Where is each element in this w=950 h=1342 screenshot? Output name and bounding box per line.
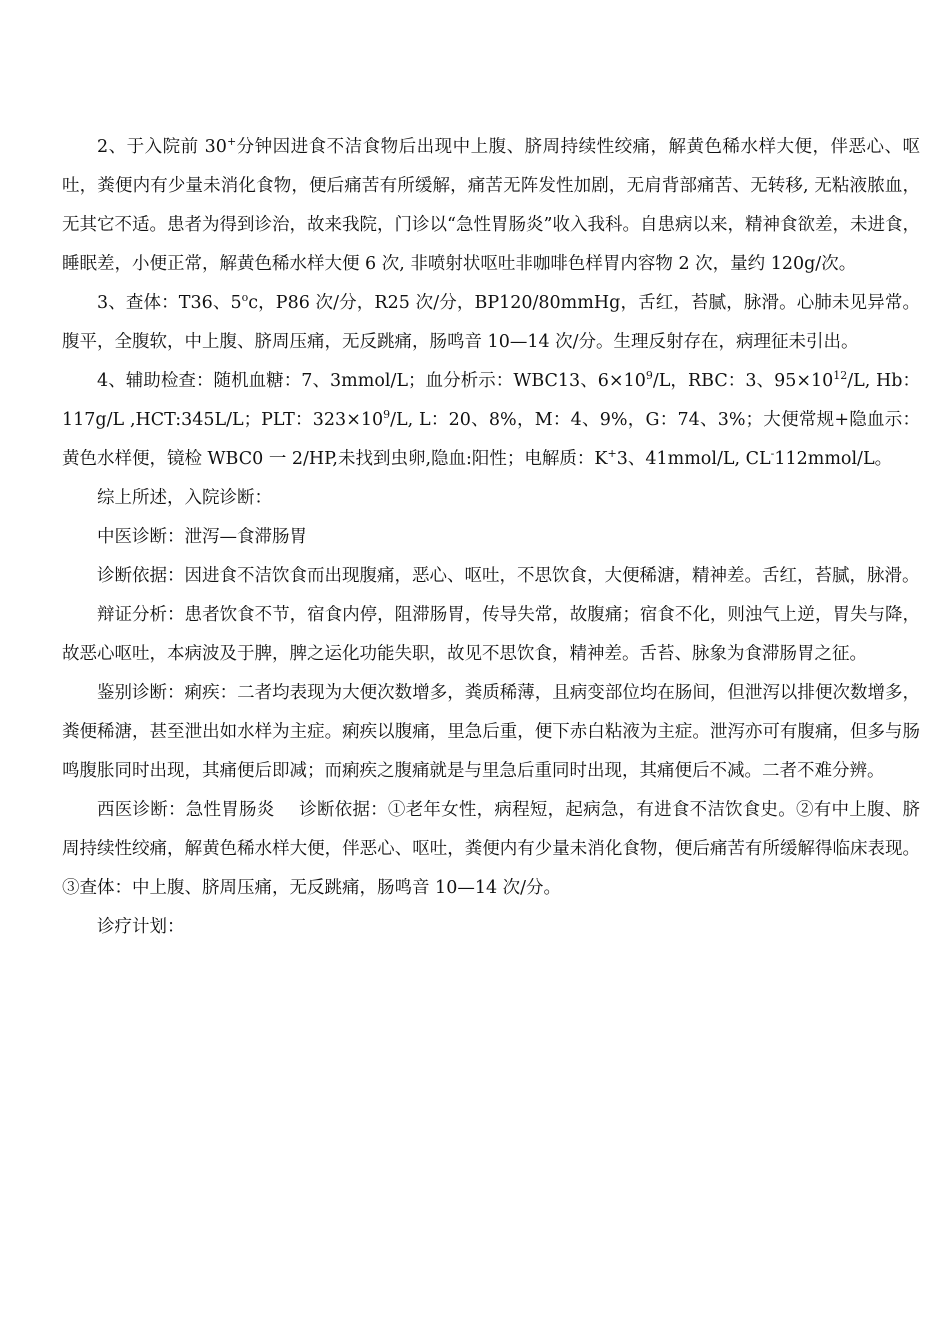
treatment-plan-heading: 诊疗计划： (97, 917, 185, 937)
document-page (62, 128, 920, 947)
exam-paragraph: 3、查体：T36、5$^o$c，P86 次/分，R25 次/分，BP120/80mmHg，舌红，苔腻，脉滑。心肺未见异常。腹平，全腹软，中上腹、脐周压痛，无反跳痛，肠鸣音 10—14 次/分。生理反射存在，病理征未引出。 (62, 291, 920, 352)
syndrome-analysis: 辩证分析：患者饮食不节，宿食内停，阻滞肠胃，传导失常，故腹痛；宿食不化，则浊气上逆，胃失与降，故恶心呕吐，本病波及于脾，脾之运化功能失职，故见不思饮食，精神差。舌苔、脉象为食滞肠胃之征。 (62, 605, 920, 664)
western-basis: 诊断依据：①老年女性，病程短，起病急，有进食不洁饮食史。②有中上腹、脐周持续性绞痛，解黄色稀水样大便，伴恶心、呕吐，粪便内有少量未消化食物，便后痛苦有所缓解得临床表现。③查体：中上腹、脐周压痛，无反跳痛，肠鸣音 10—14 次/分。 (62, 800, 921, 898)
summary-line: 综上所述，入院诊断： (97, 488, 272, 508)
lab-paragraph: 4、辅助检查：随机血糖：7、3mmol/L；血分析示：WBC13、$6\times 10^9/L$，RBC：3、$95\times 10^{12}/L$, Hb：117g/L ,HCT:345L/L；PLT：$323\times 10^9/L$, L：20、8%，M：4、9%，G：74、3%；大便常规+隐血示：黄色水样便，镜检 WBC0 一 2/HP,未找到虫卵,隐血:阳性；电解质：K+3、41mmol/L, CL-112mmol/L。 (62, 369, 921, 469)
differential-diagnosis: 鉴别诊断：痢疾：二者均表现为大便次数增多，粪质稀薄，且病变部位均在肠间，但泄泻以排便次数增多，粪便稀溏，甚至泄出如水样为主症。痢疾以腹痛，里急后重，便下赤白粘液为主症。泄泻亦可有腹痛，但多与肠鸣腹胀同时出现，其痛便后即减；而痢疾之腹痛就是与里急后重同时出现，其痛便后不减。二者不难分辨。 (62, 683, 920, 781)
tcm-basis: 诊断依据：因进食不洁饮食而出现腹痛，恶心、呕吐，不思饮食，大便稀溏，精神差。舌红，苔腻，脉滑。 (97, 566, 920, 586)
tcm-diagnosis: 中医诊断：泄泻—食滞肠胃 (97, 527, 307, 547)
western-diagnosis-paragraph (62, 791, 920, 908)
western-diagnosis: 西医诊断：急性胃肠炎 (97, 800, 275, 820)
history-paragraph: 2、于入院前 30+分钟因进食不洁食物后出现中上腹、脐周持续性绞痛，解黄色稀水样大便，伴恶心、呕吐，粪便内有少量未消化食物，便后痛苦有所缓解，痛苦无阵发性加剧，无肩背部痛苦、无转移, 无粘液脓血，无其它不适。患者为得到诊治，故来我院，门诊以“急性胃肠炎”收入我科。自患病以来，精神食欲差，未进食，睡眠差，小便正常，解黄色稀水样大便 6 次, 非喷射状呕吐非咖啡色样胃内容物 2 次，量约 120g/次。 (62, 135, 920, 274)
